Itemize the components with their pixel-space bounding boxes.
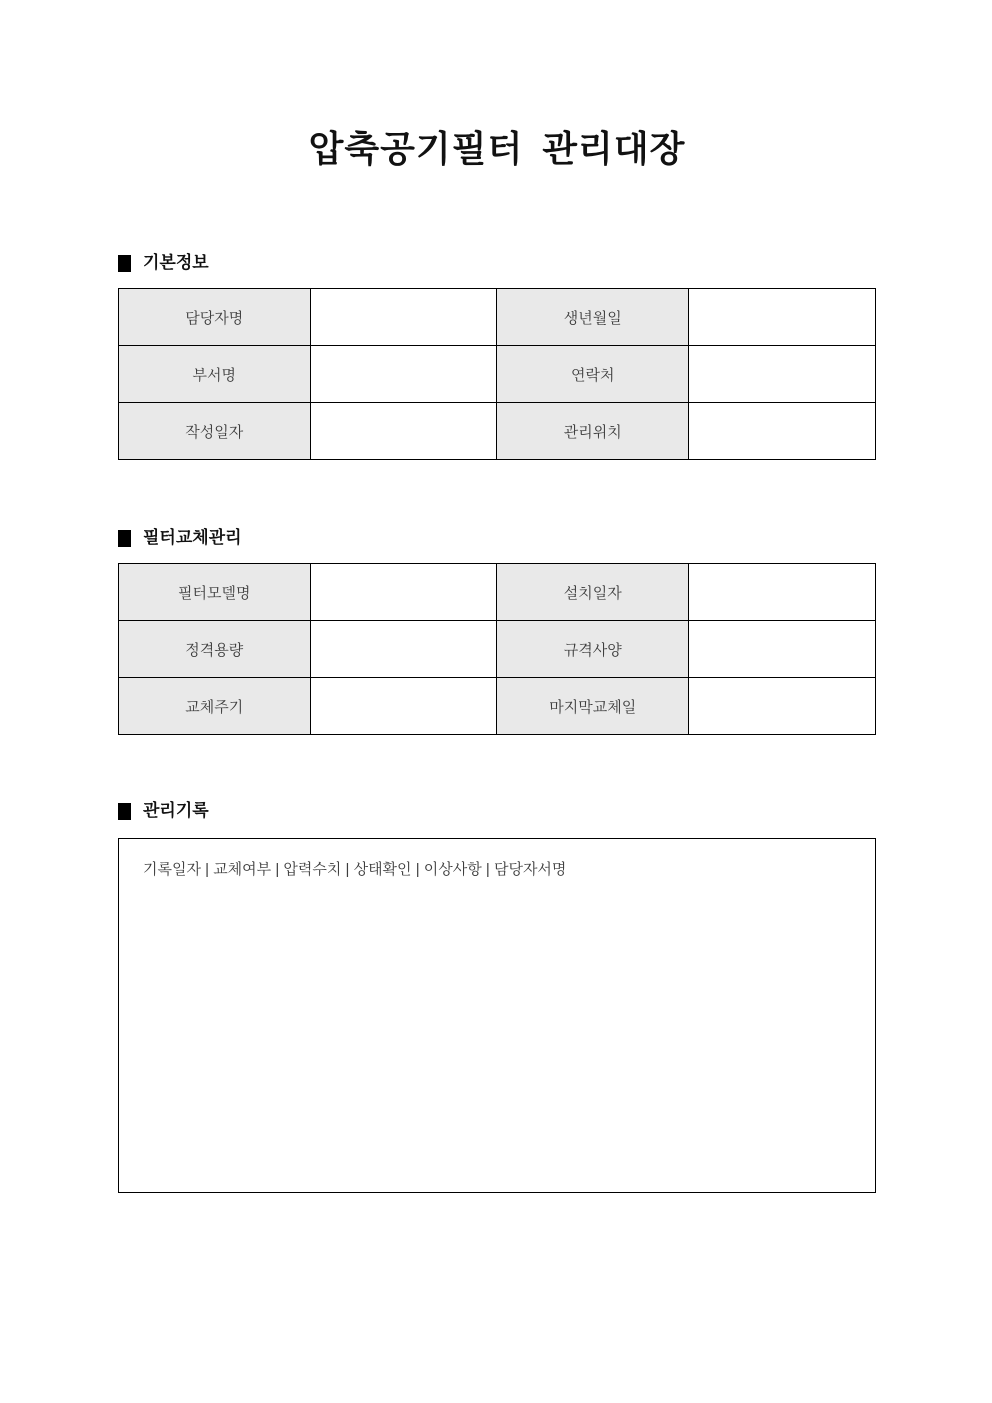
table-row bbox=[119, 289, 876, 346]
section-bullet-icon bbox=[118, 255, 131, 272]
basic-info-table bbox=[118, 288, 876, 460]
page-title: 압축공기필터 관리대장 bbox=[308, 128, 686, 169]
section-heading-label: 관리기록 bbox=[143, 801, 209, 821]
management-record-box[interactable] bbox=[118, 838, 876, 1193]
label-cell: 설치일자 bbox=[497, 564, 689, 621]
record-columns-header: 기록일자 | 교체여부 | 압력수치 | 상태확인 | 이상사항 | 담당자서명 bbox=[143, 861, 567, 879]
value-cell[interactable] bbox=[689, 564, 876, 621]
label-cell: 작성일자 bbox=[119, 403, 311, 460]
section-heading-label: 기본정보 bbox=[143, 253, 209, 273]
value-cell[interactable] bbox=[689, 289, 876, 346]
label-cell: 마지막교체일 bbox=[497, 678, 689, 735]
value-cell[interactable] bbox=[310, 346, 497, 403]
value-cell[interactable] bbox=[689, 621, 876, 678]
table-row bbox=[119, 346, 876, 403]
label-cell: 연락처 bbox=[497, 346, 689, 403]
table-row bbox=[119, 403, 876, 460]
value-cell[interactable] bbox=[310, 403, 497, 460]
section-bullet-icon bbox=[118, 530, 131, 547]
section-heading-management-record bbox=[118, 801, 876, 821]
value-cell[interactable] bbox=[689, 678, 876, 735]
value-cell[interactable] bbox=[310, 678, 497, 735]
label-cell: 담당자명 bbox=[119, 289, 311, 346]
label-cell: 필터모델명 bbox=[119, 564, 311, 621]
value-cell[interactable] bbox=[689, 346, 876, 403]
label-cell: 관리위치 bbox=[497, 403, 689, 460]
label-cell: 규격사양 bbox=[497, 621, 689, 678]
table-row bbox=[119, 678, 876, 735]
label-cell: 교체주기 bbox=[119, 678, 311, 735]
section-bullet-icon bbox=[118, 803, 131, 820]
value-cell[interactable] bbox=[689, 403, 876, 460]
label-cell: 생년월일 bbox=[497, 289, 689, 346]
table-row bbox=[119, 621, 876, 678]
value-cell[interactable] bbox=[310, 289, 497, 346]
value-cell[interactable] bbox=[310, 564, 497, 621]
section-heading-label: 필터교체관리 bbox=[143, 528, 242, 548]
filter-replacement-table bbox=[118, 563, 876, 735]
section-filter-replacement bbox=[118, 528, 876, 735]
section-heading-basic-info bbox=[118, 253, 876, 273]
table-row bbox=[119, 564, 876, 621]
section-management-record bbox=[118, 801, 876, 1193]
label-cell: 부서명 bbox=[119, 346, 311, 403]
section-basic-info bbox=[118, 253, 876, 460]
section-heading-filter-replacement bbox=[118, 528, 876, 548]
label-cell: 정격용량 bbox=[119, 621, 311, 678]
value-cell[interactable] bbox=[310, 621, 497, 678]
